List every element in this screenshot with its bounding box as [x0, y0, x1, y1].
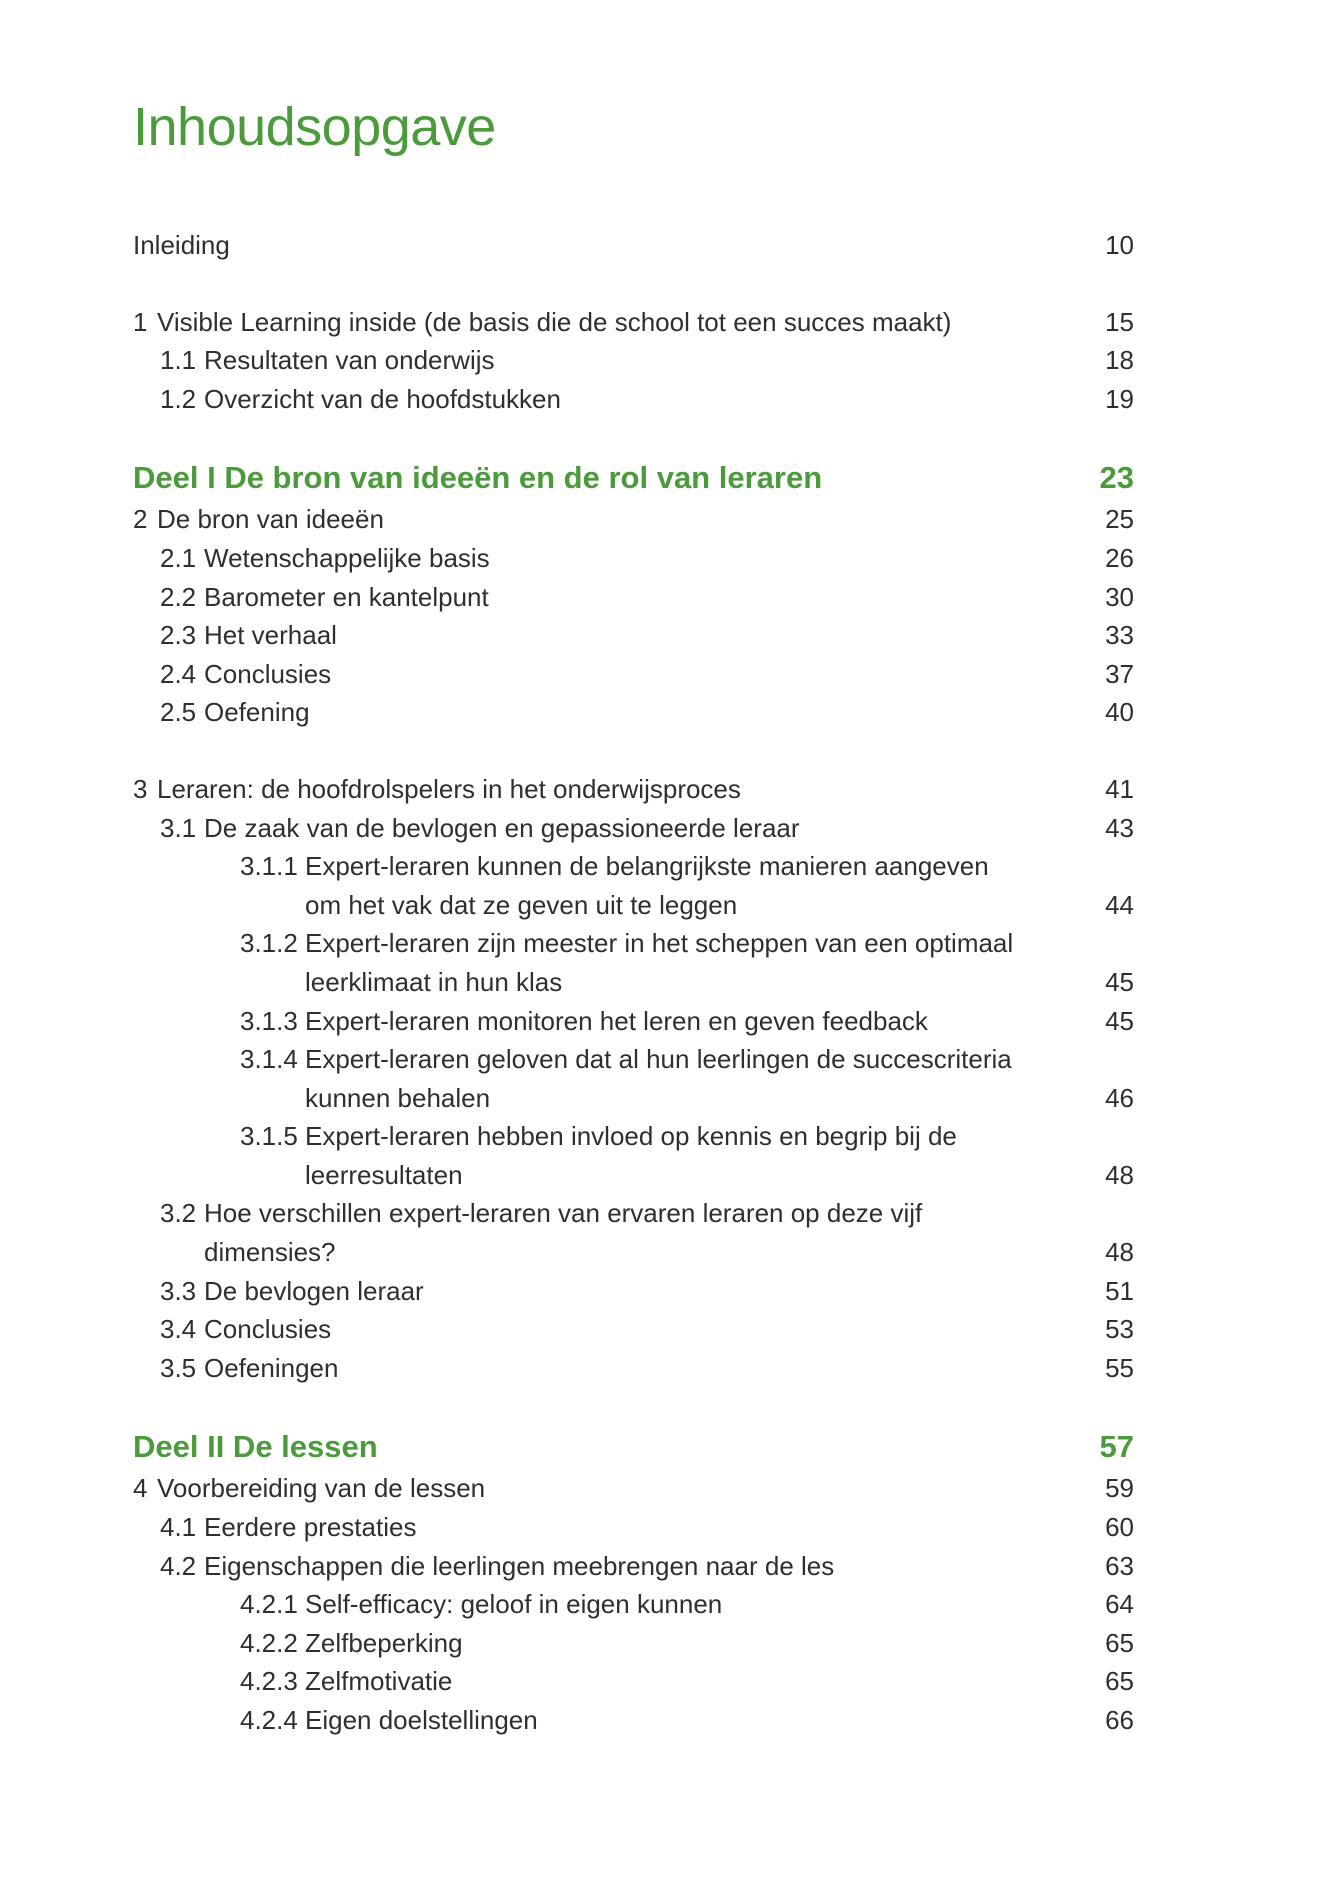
- toc-entry: [133, 539, 1134, 578]
- toc-entry-page: 65: [1105, 1627, 1134, 1658]
- toc-entry-title: [204, 1310, 1072, 1349]
- toc-entry-number: 2.4: [160, 658, 197, 689]
- toc-entry-page: 46: [1105, 1082, 1134, 1113]
- toc-entry-number: 1.1: [160, 345, 197, 376]
- toc-entry-title: [133, 1425, 1072, 1469]
- toc-entry: [133, 1002, 1134, 1041]
- toc-entry: [133, 1508, 1134, 1547]
- toc-line: Overzicht van de hoofdstukken: [204, 383, 561, 414]
- toc-entry-number: 2.2: [160, 581, 197, 612]
- toc-line: Eigen doelstellingen: [305, 1705, 538, 1735]
- toc-entry-page: 51: [1105, 1275, 1134, 1306]
- toc-line: Wetenschappelijke basis: [204, 542, 490, 573]
- toc-entry: [133, 1425, 1134, 1469]
- toc-entry-title: [305, 1624, 1072, 1663]
- toc-line: Deel I De bron van ideeën en de rol van leraren: [133, 460, 823, 496]
- toc-entry-number: 4.2.4: [240, 1705, 298, 1735]
- toc-line: Visible Learning inside (de basis die de school tot een succes maakt): [157, 306, 952, 337]
- toc-entry-number: 4.2.1: [240, 1589, 298, 1620]
- toc-entry-page: 26: [1105, 542, 1134, 573]
- toc-entry-number: 2.5: [160, 697, 197, 728]
- toc-line: Oefening: [204, 697, 310, 728]
- toc-entry: [133, 1662, 1134, 1701]
- toc-entry-title: [305, 1117, 1072, 1194]
- toc-line: Eigenschappen die leerlingen meebrengen naar de les: [204, 1550, 835, 1581]
- toc-entry-number: 4.2.2: [240, 1627, 298, 1658]
- toc-entry-page: 43: [1105, 812, 1134, 843]
- toc-entry-number: 3.1: [160, 812, 197, 843]
- toc-line: om het vak dat ze geven uit te leggen: [305, 889, 738, 920]
- toc-line: Voorbereiding van de lessen: [157, 1473, 486, 1504]
- toc-line: Zelfmotivatie: [305, 1666, 453, 1697]
- toc-entry-page: 41: [1105, 773, 1134, 804]
- toc-line: Conclusies: [204, 1314, 332, 1345]
- toc-entry-title: [204, 809, 1072, 848]
- toc-entry-number: 3.4: [160, 1314, 197, 1345]
- toc-entry-number: 3.1.4: [240, 1044, 298, 1075]
- toc-line: Inleiding: [133, 230, 230, 260]
- toc-line: Resultaten van onderwijs: [204, 345, 495, 376]
- toc-line: dimensies?: [204, 1237, 336, 1268]
- toc-line: Het verhaal: [204, 620, 337, 651]
- toc-entry-title: [204, 578, 1072, 617]
- toc-entry-title: [204, 1508, 1072, 1547]
- toc-entry-number: 3.1.2: [240, 928, 298, 959]
- toc-entry: [133, 1624, 1134, 1663]
- toc-entry-page: 45: [1105, 966, 1134, 997]
- toc-entry-number: 3.1.3: [240, 1005, 298, 1036]
- toc-entry: [133, 1547, 1134, 1586]
- toc-entry-page: 25: [1105, 504, 1134, 535]
- toc-entry-title: [204, 693, 1072, 732]
- toc-entry: [133, 500, 1134, 539]
- toc-entry-title: [133, 456, 1072, 500]
- toc-entry-number: 2.3: [160, 620, 197, 651]
- toc-line: Conclusies: [204, 658, 332, 689]
- toc-entry: [133, 1469, 1134, 1508]
- toc-entry: [133, 578, 1134, 617]
- toc-entry: [133, 924, 1134, 1001]
- toc-entry: [133, 380, 1134, 419]
- toc-entry-number: 4.1: [160, 1512, 197, 1543]
- toc-entry-title: [305, 1040, 1072, 1117]
- toc-entry-page: 53: [1105, 1314, 1134, 1345]
- toc-entry-page: 30: [1105, 581, 1134, 612]
- toc-entry: [133, 226, 1134, 265]
- toc-entry-page: 15: [1105, 306, 1134, 337]
- toc-entry-title: [204, 1272, 1072, 1311]
- toc-entry-number: 3: [133, 773, 148, 804]
- toc-entry-number: 1: [133, 306, 148, 337]
- toc-entry-title: [157, 500, 1072, 539]
- toc-entry: [133, 1701, 1134, 1740]
- toc-entry-number: 3.3: [160, 1275, 197, 1306]
- toc-entry-title: [204, 1349, 1072, 1388]
- toc-entry: [133, 809, 1134, 848]
- toc-entry: [133, 303, 1134, 342]
- toc-entry: [133, 1310, 1134, 1349]
- toc-entry-title: [305, 1662, 1072, 1701]
- toc-line: Expert-leraren kunnen de belangrijkste manieren aangeven: [305, 851, 989, 882]
- toc-entry-number: 3.5: [160, 1352, 197, 1383]
- toc-line: De bron van ideeën: [157, 504, 384, 535]
- toc-entry-number: 2.1: [160, 542, 197, 573]
- toc-line: De bevlogen leraar: [204, 1275, 424, 1306]
- toc-entry: [133, 1272, 1134, 1311]
- toc-entry-page: 55: [1105, 1352, 1134, 1383]
- toc-entry-number: 2: [133, 504, 148, 535]
- toc-entry-page: 37: [1105, 658, 1134, 689]
- toc-line: Expert-leraren hebben invloed op kennis en begrip bij de: [305, 1121, 957, 1152]
- toc-line: Hoe verschillen expert-leraren van ervaren leraren op deze vijf: [204, 1198, 923, 1229]
- toc-entry-title: [204, 341, 1072, 380]
- toc-entry-number: 4.2: [160, 1550, 197, 1581]
- toc-entry-number: 4.2.3: [240, 1666, 298, 1697]
- toc-line: Expert-leraren zijn meester in het scheppen van een optimaal: [305, 928, 1014, 959]
- toc-entry-title: [157, 1469, 1072, 1508]
- toc-entry-number: 3.1.5: [240, 1121, 298, 1152]
- toc-entry-page: 18: [1105, 345, 1134, 376]
- page-title: Inhoudsopgave: [133, 97, 496, 157]
- toc-entry-title: [305, 1002, 1072, 1041]
- toc-entry-page: 60: [1105, 1512, 1134, 1543]
- toc-entry: [133, 693, 1134, 732]
- toc-entry: [133, 1117, 1134, 1194]
- toc-entry-number: 1.2: [160, 383, 197, 414]
- toc-entry-page: 40: [1105, 697, 1134, 728]
- toc-entry: [133, 456, 1134, 500]
- toc-line: Eerdere prestaties: [204, 1512, 417, 1543]
- toc-entry: [133, 616, 1134, 655]
- toc-line: kunnen behalen: [305, 1082, 491, 1113]
- toc-entry-title: [204, 1194, 1072, 1271]
- toc-entry-title: [133, 226, 1072, 265]
- toc-entry: [133, 770, 1134, 809]
- toc-line: leerklimaat in hun klas: [305, 966, 563, 997]
- toc-line: Oefeningen: [204, 1352, 339, 1383]
- toc-entry-title: [157, 770, 1072, 809]
- toc-entry-page: 10: [1105, 230, 1134, 260]
- toc-entry-title: [204, 380, 1072, 419]
- toc-entry-number: 3.2: [160, 1198, 197, 1229]
- toc-line: Barometer en kantelpunt: [204, 581, 489, 612]
- toc-entry-page: 66: [1105, 1705, 1134, 1735]
- toc-entry-title: [204, 539, 1072, 578]
- toc-entry-title: [157, 303, 1072, 342]
- toc-line: Deel II De lessen: [133, 1429, 378, 1465]
- toc-entry: [133, 1040, 1134, 1117]
- toc-entry-page: 57: [1099, 1429, 1134, 1465]
- toc-line: Self-efficacy: geloof in eigen kunnen: [305, 1589, 723, 1620]
- toc-entry-page: 63: [1105, 1550, 1134, 1581]
- toc-entry: [133, 1194, 1134, 1271]
- toc-entry-title: [204, 616, 1072, 655]
- toc-line: Expert-leraren monitoren het leren en geven feedback: [305, 1005, 928, 1036]
- toc-entry-title: [204, 655, 1072, 694]
- toc-entry-title: [204, 1547, 1072, 1586]
- toc-entry-page: 23: [1099, 460, 1134, 496]
- toc-entry: [133, 1585, 1134, 1624]
- toc-entry-page: 64: [1105, 1589, 1134, 1620]
- toc-entry-title: [305, 924, 1072, 1001]
- toc-line: Leraren: de hoofdrolspelers in het onderwijsproces: [157, 773, 741, 804]
- toc-entry: [133, 341, 1134, 380]
- toc-line: De zaak van de bevlogen en gepassioneerde leraar: [204, 812, 800, 843]
- toc-line: Zelfbeperking: [305, 1627, 463, 1658]
- toc-entry-page: 19: [1105, 383, 1134, 414]
- toc-line: Expert-leraren geloven dat al hun leerlingen de succescriteria: [305, 1044, 1012, 1075]
- toc-entry-page: 45: [1105, 1005, 1134, 1036]
- toc-entry-page: 65: [1105, 1666, 1134, 1697]
- toc-entry-title: [305, 1701, 1072, 1740]
- toc-entry-page: 48: [1105, 1237, 1134, 1268]
- toc-entry-title: [305, 1585, 1072, 1624]
- toc-entry: [133, 1349, 1134, 1388]
- toc-entry-number: 4: [133, 1473, 148, 1504]
- toc-line: leerresultaten: [305, 1159, 463, 1190]
- toc-entry-title: [305, 847, 1072, 924]
- toc-entry-page: 44: [1105, 889, 1134, 920]
- toc-list: [133, 226, 1134, 1740]
- toc-entry-number: 3.1.1: [240, 851, 298, 882]
- toc-entry-page: 59: [1105, 1473, 1134, 1504]
- toc-entry-page: 33: [1105, 620, 1134, 651]
- toc-entry: [133, 847, 1134, 924]
- toc-entry-page: 48: [1105, 1159, 1134, 1190]
- toc-entry: [133, 655, 1134, 694]
